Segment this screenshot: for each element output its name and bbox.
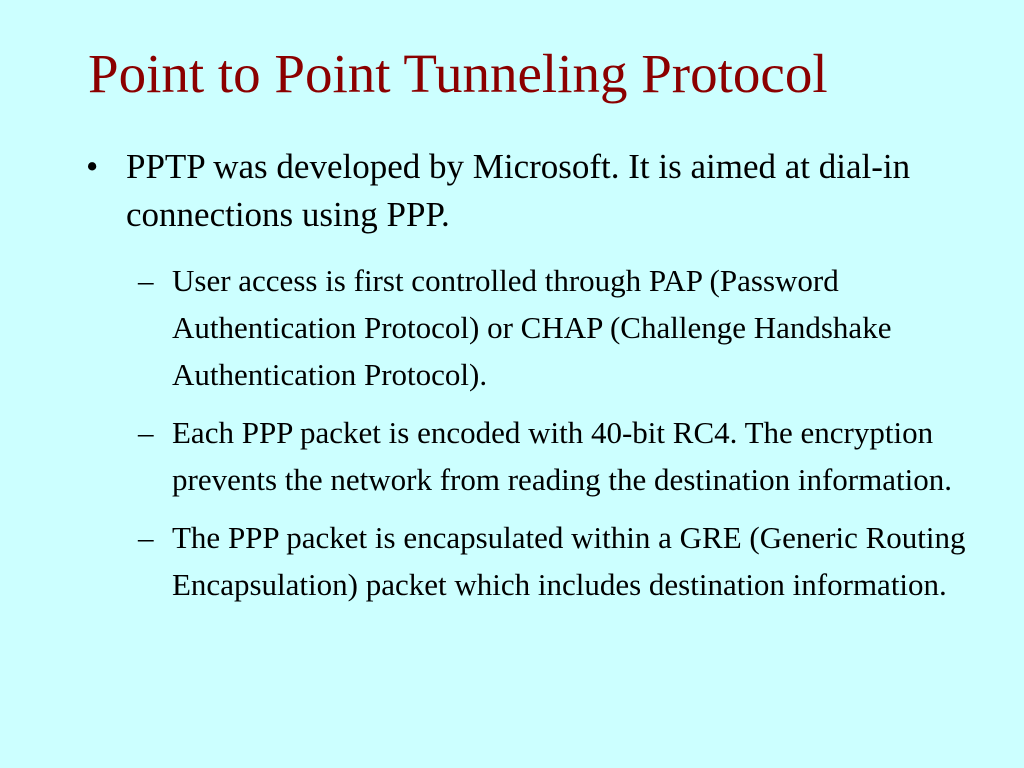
sub-bullet-text: User access is first controlled through PAP (Password Authentication Protocol) or CHAP (Challenge Handshake Authentication Protocol). (172, 263, 892, 392)
main-bullet (86, 143, 936, 239)
sub-bullet (138, 514, 988, 608)
dash-marker: – (138, 263, 154, 298)
bullet-marker: • (86, 147, 99, 186)
sub-bullet (138, 257, 988, 398)
sub-bullet (138, 409, 988, 503)
main-bullet-text: PPTP was developed by Microsoft. It is aimed at dial-in connections using PPP. (126, 147, 911, 234)
sub-bullet-text: Each PPP packet is encoded with 40-bit RC4. The encryption prevents the network from reading the destination information. (172, 415, 952, 497)
slide-title: Point to Point Tunneling Protocol (88, 43, 828, 104)
dash-marker: – (138, 520, 154, 555)
sub-bullet-text: The PPP packet is encapsulated within a GRE (Generic Routing Encapsulation) packet which includes destination information. (172, 520, 966, 602)
dash-marker: – (138, 415, 154, 450)
sub-bullet-list (138, 257, 988, 619)
